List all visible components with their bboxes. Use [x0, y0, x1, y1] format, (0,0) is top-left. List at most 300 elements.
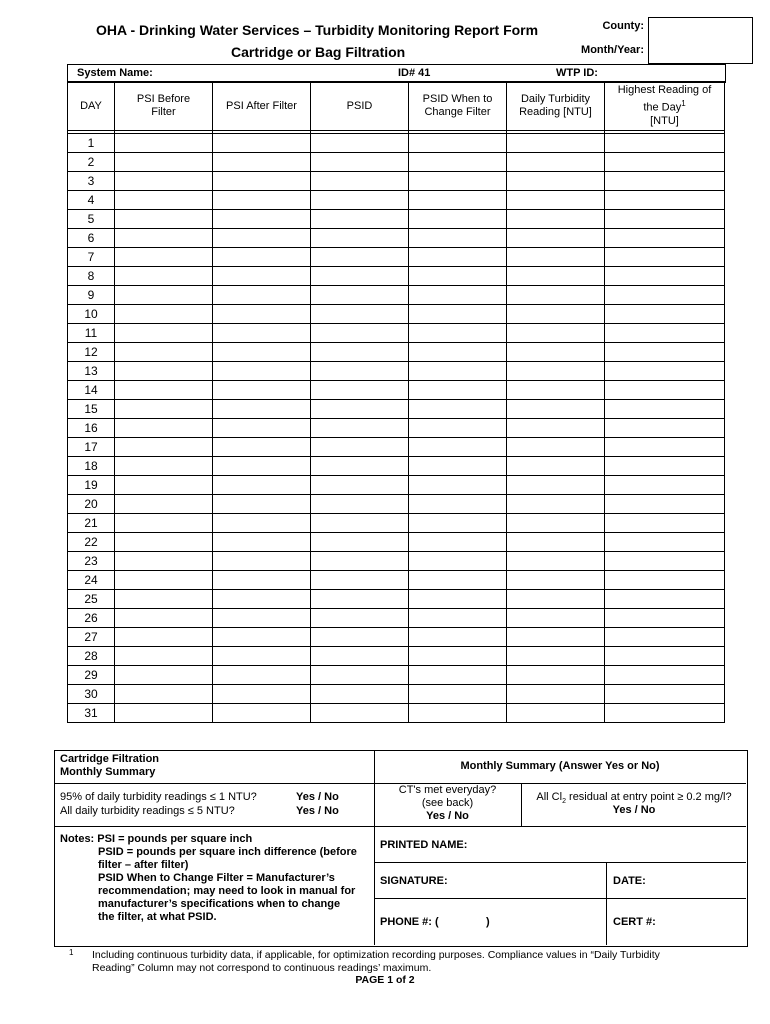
- highest-reading-cell[interactable]: [605, 495, 725, 514]
- table-row: [68, 647, 725, 666]
- notes-line-1: Notes: PSI = pounds per square inch: [60, 833, 253, 845]
- highest-reading-cell[interactable]: [605, 704, 725, 723]
- form-subtitle: Cartridge or Bag Filtration: [231, 44, 406, 60]
- psid-change-cell[interactable]: [409, 457, 507, 476]
- table-row: [68, 324, 725, 343]
- day-number: 15: [68, 400, 115, 419]
- psi-before-cell[interactable]: [115, 324, 213, 343]
- question-95-percent: 95% of daily turbidity readings ≤ 1 NTU?: [60, 791, 257, 803]
- col-day: DAY: [68, 82, 115, 131]
- psi-after-cell[interactable]: [213, 685, 311, 704]
- table-row: [68, 400, 725, 419]
- table-row: [68, 286, 725, 305]
- daily-turbidity-cell[interactable]: [507, 609, 605, 628]
- psid-cell[interactable]: [311, 552, 409, 571]
- psid-cell[interactable]: [311, 571, 409, 590]
- psi-after-cell[interactable]: [213, 514, 311, 533]
- psi-after-cell[interactable]: [213, 362, 311, 381]
- psi-after-cell[interactable]: [213, 172, 311, 191]
- daily-turbidity-cell[interactable]: [507, 362, 605, 381]
- answer-all-readings[interactable]: Yes / No: [296, 805, 339, 817]
- daily-turbidity-cell[interactable]: [507, 514, 605, 533]
- day-number: 3: [68, 172, 115, 191]
- psid-cell[interactable]: [311, 286, 409, 305]
- turbidity-questions: [54, 784, 375, 827]
- table-row: [68, 514, 725, 533]
- psi-after-cell[interactable]: [213, 400, 311, 419]
- highest-reading-cell[interactable]: [605, 343, 725, 362]
- notes-line-7: the filter, at what PSID.: [98, 911, 217, 923]
- psi-after-cell[interactable]: [213, 286, 311, 305]
- notes-line-4: PSID When to Change Filter = Manufacturer’s: [98, 872, 335, 884]
- psi-before-cell[interactable]: [115, 400, 213, 419]
- psid-change-cell[interactable]: [409, 704, 507, 723]
- psid-change-cell[interactable]: [409, 533, 507, 552]
- psi-after-cell[interactable]: [213, 191, 311, 210]
- ct-question: [374, 784, 522, 827]
- wtp-id-label: WTP ID:: [556, 67, 598, 79]
- psid-change-cell[interactable]: [409, 628, 507, 647]
- highest-reading-cell[interactable]: [605, 172, 725, 191]
- day-number: 24: [68, 571, 115, 590]
- daily-turbidity-cell[interactable]: [507, 476, 605, 495]
- psi-after-cell[interactable]: [213, 438, 311, 457]
- daily-turbidity-cell[interactable]: [507, 134, 605, 153]
- daily-turbidity-cell[interactable]: [507, 666, 605, 685]
- table-row: [68, 248, 725, 267]
- cert-field[interactable]: [607, 899, 746, 945]
- psi-before-cell[interactable]: [115, 153, 213, 172]
- highest-reading-label: Highest Reading of the Day: [617, 84, 712, 114]
- daily-turbidity-cell[interactable]: [507, 153, 605, 172]
- highest-reading-cell[interactable]: [605, 400, 725, 419]
- psid-cell[interactable]: [311, 685, 409, 704]
- psi-after-cell[interactable]: [213, 134, 311, 153]
- notes-line-3: filter – after filter): [98, 859, 189, 871]
- table-row: [68, 666, 725, 685]
- highest-reading-cell[interactable]: [605, 685, 725, 704]
- daily-turbidity-cell[interactable]: [507, 210, 605, 229]
- psi-before-cell[interactable]: [115, 514, 213, 533]
- highest-reading-cell[interactable]: [605, 381, 725, 400]
- psi-after-cell[interactable]: [213, 267, 311, 286]
- form-title: OHA - Drinking Water Services – Turbidity Monitoring Report Form: [96, 22, 539, 38]
- ct-answer[interactable]: Yes / No: [426, 810, 469, 822]
- psid-cell[interactable]: [311, 704, 409, 723]
- psid-cell[interactable]: [311, 495, 409, 514]
- psid-cell[interactable]: [311, 438, 409, 457]
- table-row: [68, 438, 725, 457]
- table-row: [68, 267, 725, 286]
- highest-reading-cell[interactable]: [605, 476, 725, 495]
- daily-turbidity-cell[interactable]: [507, 571, 605, 590]
- date-label: DATE:: [613, 875, 646, 887]
- day-number: 20: [68, 495, 115, 514]
- psid-change-cell[interactable]: [409, 685, 507, 704]
- psi-after-cell[interactable]: [213, 571, 311, 590]
- month-year-label: Month/Year:: [581, 44, 644, 56]
- day-number: 25: [68, 590, 115, 609]
- highest-reading-cell[interactable]: [605, 571, 725, 590]
- day-number: 22: [68, 533, 115, 552]
- psi-before-cell[interactable]: [115, 533, 213, 552]
- psi-before-cell[interactable]: [115, 229, 213, 248]
- table-row: [68, 381, 725, 400]
- psid-cell[interactable]: [311, 419, 409, 438]
- daily-turbidity-cell[interactable]: [507, 495, 605, 514]
- psid-cell[interactable]: [311, 343, 409, 362]
- psid-cell[interactable]: [311, 172, 409, 191]
- psid-cell[interactable]: [311, 248, 409, 267]
- day-number: 1: [68, 134, 115, 153]
- psi-before-cell[interactable]: [115, 267, 213, 286]
- table-row: [68, 419, 725, 438]
- table-row: [68, 571, 725, 590]
- highest-reading-cell[interactable]: [605, 533, 725, 552]
- daily-turbidity-cell[interactable]: [507, 381, 605, 400]
- daily-turbidity-cell[interactable]: [507, 229, 605, 248]
- psid-change-cell[interactable]: [409, 647, 507, 666]
- daily-turbidity-cell[interactable]: [507, 305, 605, 324]
- highest-reading-cell[interactable]: [605, 286, 725, 305]
- psid-change-cell[interactable]: [409, 305, 507, 324]
- highest-reading-cell[interactable]: [605, 647, 725, 666]
- psid-change-cell[interactable]: [409, 324, 507, 343]
- psi-after-cell[interactable]: [213, 343, 311, 362]
- col-psi-after: PSI After Filter: [213, 82, 311, 131]
- psi-before-cell[interactable]: [115, 666, 213, 685]
- table-row: [68, 305, 725, 324]
- highest-reading-cell[interactable]: [605, 229, 725, 248]
- day-number: 4: [68, 191, 115, 210]
- psi-before-cell[interactable]: [115, 305, 213, 324]
- table-row: [68, 362, 725, 381]
- psid-change-cell[interactable]: [409, 514, 507, 533]
- highest-reading-cell[interactable]: [605, 153, 725, 172]
- psi-after-cell[interactable]: [213, 419, 311, 438]
- psi-after-cell[interactable]: [213, 647, 311, 666]
- psi-after-cell[interactable]: [213, 704, 311, 723]
- psid-change-cell[interactable]: [409, 229, 507, 248]
- psi-before-cell[interactable]: [115, 495, 213, 514]
- col-highest-reading: [605, 82, 725, 131]
- psi-after-cell[interactable]: [213, 381, 311, 400]
- highest-reading-cell[interactable]: [605, 324, 725, 343]
- table-row: [68, 343, 725, 362]
- psid-cell[interactable]: [311, 381, 409, 400]
- table-row: [68, 229, 725, 248]
- table-row: [68, 495, 725, 514]
- day-number: 30: [68, 685, 115, 704]
- psid-change-cell[interactable]: [409, 400, 507, 419]
- psi-before-cell[interactable]: [115, 628, 213, 647]
- psid-cell[interactable]: [311, 590, 409, 609]
- psid-change-cell[interactable]: [409, 134, 507, 153]
- table-row: [68, 476, 725, 495]
- footnote-line-2: Reading” Column may not correspond to continuous readings’ maximum.: [92, 962, 432, 974]
- highest-reading-cell[interactable]: [605, 267, 725, 286]
- table-row: [68, 704, 725, 723]
- phone-field[interactable]: [374, 899, 607, 945]
- day-number: 16: [68, 419, 115, 438]
- ct-question-text: CT's met everyday?: [398, 784, 497, 796]
- id-label: ID# 41: [398, 67, 431, 79]
- psi-before-cell[interactable]: [115, 590, 213, 609]
- day-number: 19: [68, 476, 115, 495]
- day-number: 9: [68, 286, 115, 305]
- day-number: 28: [68, 647, 115, 666]
- daily-turbidity-cell[interactable]: [507, 628, 605, 647]
- county-field[interactable]: [648, 17, 753, 38]
- daily-turbidity-cell[interactable]: [507, 533, 605, 552]
- signature-label: SIGNATURE:: [380, 875, 448, 887]
- highest-reading-cell[interactable]: [605, 666, 725, 685]
- psid-cell[interactable]: [311, 609, 409, 628]
- psid-change-cell[interactable]: [409, 362, 507, 381]
- psi-before-cell[interactable]: [115, 362, 213, 381]
- day-number: 21: [68, 514, 115, 533]
- day-number: 2: [68, 153, 115, 172]
- psid-change-cell[interactable]: [409, 248, 507, 267]
- psid-cell[interactable]: [311, 457, 409, 476]
- footnote-line-1: Including continuous turbidity data, if applicable, for optimization recording purposes. Compliance values in “Daily Turbidity: [92, 949, 660, 961]
- psi-after-cell[interactable]: [213, 533, 311, 552]
- daily-turbidity-cell[interactable]: [507, 286, 605, 305]
- highest-reading-cell[interactable]: [605, 457, 725, 476]
- footnote-ref: 1: [681, 99, 686, 109]
- psid-cell[interactable]: [311, 324, 409, 343]
- psid-change-cell[interactable]: [409, 666, 507, 685]
- psi-after-cell[interactable]: [213, 305, 311, 324]
- psid-cell[interactable]: [311, 533, 409, 552]
- col-psid: PSID: [311, 82, 409, 131]
- psid-cell[interactable]: [311, 191, 409, 210]
- daily-turbidity-cell[interactable]: [507, 552, 605, 571]
- table-row: [68, 134, 725, 153]
- month-year-field[interactable]: [648, 37, 753, 64]
- psi-before-cell[interactable]: [115, 419, 213, 438]
- answer-95-percent[interactable]: Yes / No: [296, 791, 339, 803]
- highest-reading-cell[interactable]: [605, 514, 725, 533]
- psid-change-cell[interactable]: [409, 191, 507, 210]
- table-row: [68, 590, 725, 609]
- day-number: 10: [68, 305, 115, 324]
- psi-before-cell[interactable]: [115, 286, 213, 305]
- psid-change-cell[interactable]: [409, 419, 507, 438]
- psid-change-cell[interactable]: [409, 495, 507, 514]
- day-number: 11: [68, 324, 115, 343]
- psi-after-cell[interactable]: [213, 628, 311, 647]
- psid-change-cell[interactable]: [409, 590, 507, 609]
- page-number: PAGE 1 of 2: [355, 974, 415, 986]
- county-label: County:: [602, 20, 644, 32]
- psi-before-cell[interactable]: [115, 248, 213, 267]
- daily-turbidity-cell[interactable]: [507, 343, 605, 362]
- cartridge-title: Cartridge Filtration: [60, 753, 160, 765]
- psid-cell[interactable]: [311, 647, 409, 666]
- date-field[interactable]: [607, 863, 746, 899]
- system-name-label: System Name:: [77, 67, 153, 79]
- highest-reading-cell[interactable]: [605, 552, 725, 571]
- psi-before-cell[interactable]: [115, 476, 213, 495]
- day-number: 18: [68, 457, 115, 476]
- psi-before-cell[interactable]: [115, 609, 213, 628]
- signature-field[interactable]: [374, 863, 607, 899]
- phone-close: ): [486, 916, 490, 928]
- psid-change-cell[interactable]: [409, 438, 507, 457]
- highest-reading-cell[interactable]: [605, 305, 725, 324]
- psid-change-cell[interactable]: [409, 286, 507, 305]
- psi-before-cell[interactable]: [115, 343, 213, 362]
- day-number: 12: [68, 343, 115, 362]
- cl2-question: [522, 784, 746, 827]
- daily-turbidity-cell[interactable]: [507, 419, 605, 438]
- psi-after-cell[interactable]: [213, 590, 311, 609]
- psid-cell[interactable]: [311, 134, 409, 153]
- psi-before-cell[interactable]: [115, 685, 213, 704]
- day-number: 29: [68, 666, 115, 685]
- psid-change-cell[interactable]: [409, 210, 507, 229]
- psid-change-cell[interactable]: [409, 172, 507, 191]
- cartridge-summary-header: [54, 751, 375, 784]
- monthly-summary-header: [374, 751, 746, 784]
- psid-cell[interactable]: [311, 514, 409, 533]
- daily-turbidity-cell[interactable]: [507, 457, 605, 476]
- psid-cell[interactable]: [311, 666, 409, 685]
- highest-reading-cell[interactable]: [605, 248, 725, 267]
- cl2-answer[interactable]: Yes / No: [612, 804, 656, 816]
- psi-after-cell[interactable]: [213, 476, 311, 495]
- psid-change-cell[interactable]: [409, 381, 507, 400]
- ct-see-back: (see back): [421, 797, 474, 809]
- table-row: [68, 172, 725, 191]
- table-row: [68, 210, 725, 229]
- highest-reading-cell[interactable]: [605, 419, 725, 438]
- daily-turbidity-cell[interactable]: [507, 267, 605, 286]
- daily-turbidity-cell[interactable]: [507, 248, 605, 267]
- psid-change-cell[interactable]: [409, 343, 507, 362]
- day-number: 8: [68, 267, 115, 286]
- psi-after-cell[interactable]: [213, 248, 311, 267]
- psi-before-cell[interactable]: [115, 457, 213, 476]
- psid-cell[interactable]: [311, 229, 409, 248]
- daily-turbidity-cell[interactable]: [507, 590, 605, 609]
- psi-before-cell[interactable]: [115, 552, 213, 571]
- day-number: 27: [68, 628, 115, 647]
- daily-turbidity-cell[interactable]: [507, 172, 605, 191]
- col-psi-before: PSI Before Filter: [115, 82, 213, 131]
- highest-reading-cell[interactable]: [605, 590, 725, 609]
- psid-change-cell[interactable]: [409, 571, 507, 590]
- cartridge-subtitle: Monthly Summary: [60, 766, 156, 778]
- psid-cell[interactable]: [311, 400, 409, 419]
- psi-after-cell[interactable]: [213, 666, 311, 685]
- psi-after-cell[interactable]: [213, 324, 311, 343]
- printed-name-label: PRINTED NAME:: [380, 839, 468, 851]
- day-number: 17: [68, 438, 115, 457]
- psi-after-cell[interactable]: [213, 552, 311, 571]
- day-number: 23: [68, 552, 115, 571]
- psi-after-cell[interactable]: [213, 153, 311, 172]
- psi-before-cell[interactable]: [115, 438, 213, 457]
- day-number: 5: [68, 210, 115, 229]
- psid-change-cell[interactable]: [409, 476, 507, 495]
- psi-before-cell[interactable]: [115, 704, 213, 723]
- psid-change-cell[interactable]: [409, 267, 507, 286]
- highest-reading-cell[interactable]: [605, 438, 725, 457]
- psi-after-cell[interactable]: [213, 210, 311, 229]
- psid-change-cell[interactable]: [409, 153, 507, 172]
- table-row: [68, 685, 725, 704]
- table-row: [68, 191, 725, 210]
- printed-name-field[interactable]: [374, 827, 746, 863]
- psid-cell[interactable]: [311, 153, 409, 172]
- day-number: 26: [68, 609, 115, 628]
- highest-reading-cell[interactable]: [605, 210, 725, 229]
- psid-cell[interactable]: [311, 628, 409, 647]
- col-daily-turbidity: Daily Turbidity Reading [NTU]: [507, 82, 605, 131]
- table-row: [68, 628, 725, 647]
- day-number: 31: [68, 704, 115, 723]
- highest-reading-cell[interactable]: [605, 609, 725, 628]
- daily-turbidity-cell[interactable]: [507, 704, 605, 723]
- psi-before-cell[interactable]: [115, 134, 213, 153]
- psi-after-cell[interactable]: [213, 229, 311, 248]
- cl2-question-text: All $Cl_2$ residual at entry point ≥ 0.2 mg/l?: [536, 791, 732, 806]
- daily-turbidity-cell[interactable]: [507, 438, 605, 457]
- psid-change-cell[interactable]: [409, 552, 507, 571]
- notes-box: [54, 827, 375, 945]
- highest-reading-unit: [NTU]: [650, 114, 679, 127]
- notes-line-5: recommendation; may need to look in manual for: [98, 885, 356, 897]
- psi-after-cell[interactable]: [213, 457, 311, 476]
- table-row: [68, 609, 725, 628]
- cert-label: CERT #:: [613, 916, 656, 928]
- psid-cell[interactable]: [311, 305, 409, 324]
- notes-line-6: manufacturer’s specifications when to change: [98, 898, 341, 910]
- col-psid-change: PSID When to Change Filter: [409, 82, 507, 131]
- daily-turbidity-cell[interactable]: [507, 400, 605, 419]
- daily-turbidity-cell[interactable]: [507, 647, 605, 666]
- psid-cell[interactable]: [311, 210, 409, 229]
- highest-reading-cell[interactable]: [605, 191, 725, 210]
- psi-before-cell[interactable]: [115, 571, 213, 590]
- psid-change-cell[interactable]: [409, 609, 507, 628]
- psi-after-cell[interactable]: [213, 609, 311, 628]
- highest-reading-cell[interactable]: [605, 134, 725, 153]
- highest-reading-cell[interactable]: [605, 362, 725, 381]
- psi-before-cell[interactable]: [115, 172, 213, 191]
- psi-after-cell[interactable]: [213, 495, 311, 514]
- psid-cell[interactable]: [311, 476, 409, 495]
- psi-before-cell[interactable]: [115, 647, 213, 666]
- psi-before-cell[interactable]: [115, 381, 213, 400]
- psid-cell[interactable]: [311, 362, 409, 381]
- day-number: 14: [68, 381, 115, 400]
- psi-before-cell[interactable]: [115, 210, 213, 229]
- daily-turbidity-cell[interactable]: [507, 324, 605, 343]
- highest-reading-cell[interactable]: [605, 628, 725, 647]
- table-row: [68, 153, 725, 172]
- psid-cell[interactable]: [311, 267, 409, 286]
- daily-turbidity-cell[interactable]: [507, 191, 605, 210]
- psi-before-cell[interactable]: [115, 191, 213, 210]
- daily-turbidity-cell[interactable]: [507, 685, 605, 704]
- footnote-mark: 1: [69, 948, 74, 957]
- table-row: [68, 552, 725, 571]
- table-row: [68, 533, 725, 552]
- table-row: [68, 457, 725, 476]
